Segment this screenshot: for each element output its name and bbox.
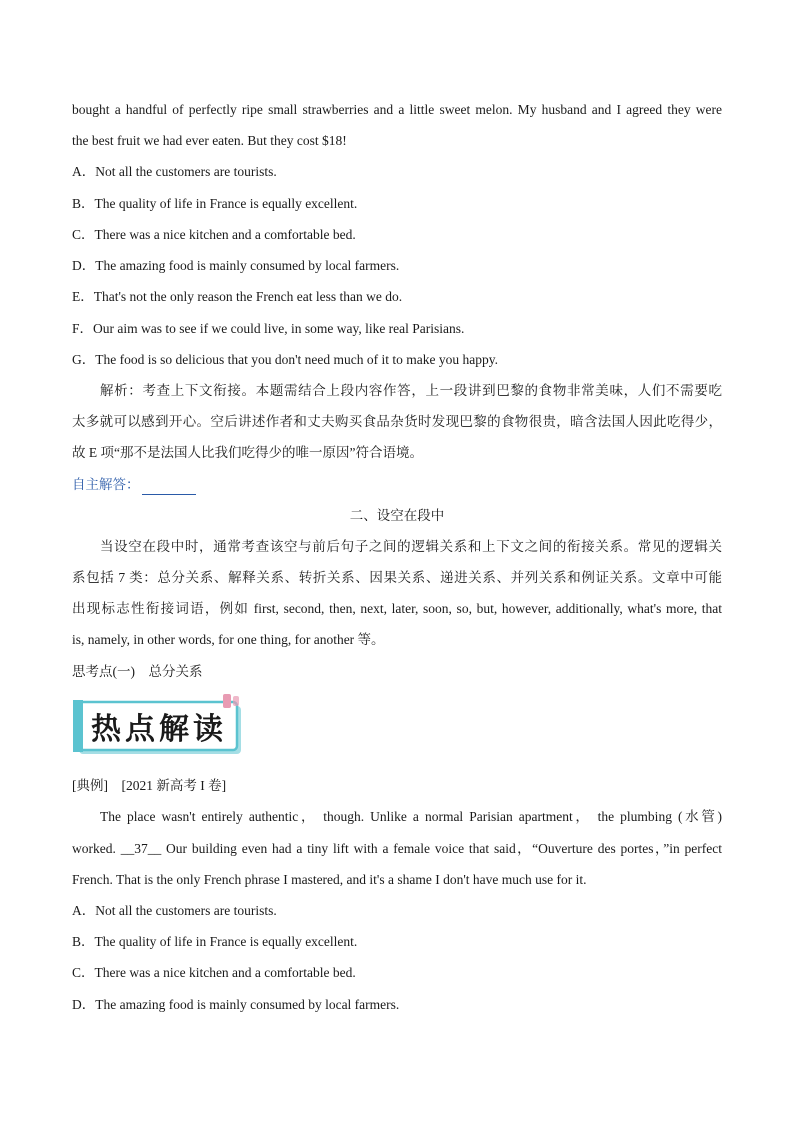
- self-answer-label: 自主解答：: [72, 477, 140, 492]
- paragraph-line: bought a handful of perfectly ripe small strawberries and a little sweet melon. My husband and I agreed they were: [72, 102, 722, 117]
- option-c: C．There was a nice kitchen and a comfortable bed.: [72, 227, 356, 242]
- option-g: G．The food is so delicious that you don't need much of it to make you happy.: [72, 352, 498, 367]
- intro-line: 系包括 7 类：总分关系、解释关系、转折关系、因果关系、递进关系、并列关系和例证关系。文章中可能: [72, 570, 722, 585]
- hotspot-badge: [73, 694, 245, 758]
- paragraph-line: the best fruit we had ever eaten. But they cost $18!: [72, 133, 347, 148]
- option-c: C．There was a nice kitchen and a comfortable bed.: [72, 965, 356, 980]
- analysis-line: 故 E 项“那不是法国人比我们吃得少的唯一原因”符合语境。: [72, 445, 423, 460]
- option-d: D．The amazing food is mainly consumed by local farmers.: [72, 997, 400, 1012]
- badge-title: 热点解读: [91, 712, 227, 747]
- thinking-point-heading: 思考点(一) 总分关系: [72, 664, 203, 679]
- section-title: 二、设空在段中: [349, 508, 445, 523]
- option-d: D．The amazing food is mainly consumed by local farmers.: [72, 258, 400, 273]
- passage-line: worked. __37__ Our building even had a tiny lift with a female voice that said，“Ouverture des portes，”in perfect: [72, 841, 722, 856]
- option-a: A．Not all the customers are tourists.: [72, 903, 277, 918]
- passage-line: French. That is the only French phrase I mastered, and it's a shame I don't have much use for it.: [72, 872, 587, 887]
- option-f: F．Our aim was to see if we could live, in some way, like real Parisians.: [72, 321, 465, 336]
- analysis-line: 解析：考查上下文衔接。本题需结合上段内容作答，上一段讲到巴黎的食物非常美味，人们不需要吃: [100, 383, 722, 398]
- intro-line: 当设空在段中时，通常考查该空与前后句子之间的逻辑关系和上下文之间的衔接关系。常见的逻辑关: [100, 539, 722, 554]
- option-a: A．Not all the customers are tourists.: [72, 164, 277, 179]
- analysis-line: 太多就可以感到开心。空后讲述作者和丈夫购买食品杂货时发现巴黎的食物很贵，暗含法国人因此吃得少，: [72, 414, 722, 429]
- answer-blank[interactable]: [142, 480, 196, 495]
- option-e: E．That's not the only reason the French eat less than we do.: [72, 289, 403, 304]
- example-label: [典例] [2021 新高考 I 卷]: [72, 778, 227, 793]
- option-b: B．The quality of life in France is equally excellent.: [72, 196, 358, 211]
- intro-line: 出现标志性衔接词语，例如 first, second, then, next, later, soon, so, but, however, additionally, what's more, that: [72, 601, 722, 616]
- intro-line: is, namely, in other words, for one thing, for another 等。: [72, 632, 385, 647]
- option-b: B．The quality of life in France is equally excellent.: [72, 934, 358, 949]
- self-answer: [72, 475, 196, 495]
- passage-line: The place wasn't entirely authentic， though. Unlike a normal Parisian apartment， the plumbing (水管): [100, 809, 722, 824]
